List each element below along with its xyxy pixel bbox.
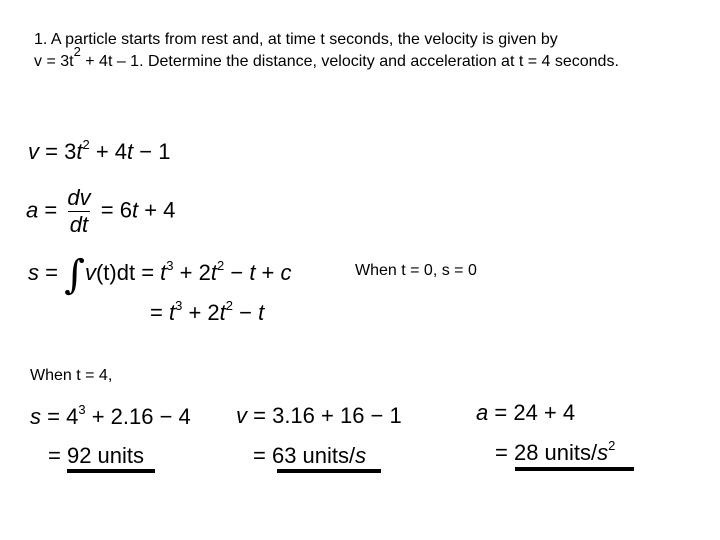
question-exponent: 2 [73,44,81,59]
velocity-answer-underline [277,469,381,473]
simplified-minus: − [239,300,259,325]
result-s-term2: + 2.16 − 4 [91,404,191,429]
acceleration-answer-value: = 28 units [495,440,592,465]
question-line-2 [34,44,619,72]
result-exp-3: 3 [166,258,174,273]
question-line-2-end: + 4t – 1. Determine the distance, velocity and acceleration at t = 4 seconds. [80,53,619,70]
acceleration-var-t: t [131,197,139,223]
result-displacement-answer: = 92 units [48,443,145,468]
when-t4-label: When t = 4, [30,367,113,384]
result-v-symbol: v [236,403,247,428]
result-a-symbol: a [476,400,489,425]
velocity-answer-unit: s [355,443,367,468]
simplified-exp-3: 3 [175,298,183,313]
result-s-symbol: s [30,404,41,429]
acceleration-coef: = 6 [100,197,132,223]
result-acceleration-answer [495,440,615,466]
displacement-equation [28,252,292,298]
acceleration-const: + 4 [144,197,176,223]
velocity-equation [28,139,170,165]
acceleration-answer-unit: s [597,440,609,465]
result-t-cubed: t [160,260,167,285]
integration-constant: c [280,260,292,285]
simplified-t-squared: t [219,300,226,325]
question-line-2-start: v = 3t [34,53,74,70]
result-minus: − [230,260,250,285]
result-acceleration-line1 [476,400,575,426]
velocity-var-t2: t [127,139,134,164]
simplified-t: t [258,300,265,325]
acceleration-equation [26,185,175,238]
displacement-answer-underline [67,469,155,473]
integral-result-equals: = [141,260,161,285]
simplified-equals: = [150,300,169,325]
acceleration-equals: = [44,197,58,223]
velocity-term-2: + 4 [95,139,128,164]
velocity-term-3: − 1 [139,139,171,164]
result-exp-2: 2 [216,258,225,273]
velocity-symbol: v [28,139,39,164]
simplified-t-cubed: t [168,300,176,325]
result-plus: + [255,260,281,285]
acceleration-answer-slash: / [591,440,598,465]
velocity-var-t: t [76,139,83,164]
velocity-answer-value: = 63 units [253,443,350,468]
displacement-equals: = [45,260,58,285]
fraction-denominator: dt [69,212,89,237]
initial-condition-note: When t = 0, s = 0 [355,262,477,279]
result-t: t [249,260,256,285]
displacement-simplified [150,300,264,326]
result-s-exp: 3 [78,402,86,417]
result-coef-2: + 2 [179,260,211,285]
question-line-1: 1. A particle starts from rest and, at time t seconds, the velocity is given by [34,31,558,48]
simplified-coef-2: + 2 [188,300,220,325]
integrand-rest: (t)dt [95,260,136,285]
velocity-coef: = 3 [45,139,77,164]
displacement-symbol: s [28,260,39,285]
result-velocity-line1 [236,403,402,429]
velocity-exp: 2 [82,137,90,152]
simplified-exp-2: 2 [225,298,234,313]
result-t-squared: t [210,260,217,285]
integrand-v: v [84,260,96,285]
derivative-fraction [67,185,90,238]
acceleration-symbol: a [26,197,39,223]
result-v-expression: = 3.16 + 16 − 1 [253,403,402,428]
integral-sign: ∫ [64,252,85,298]
result-velocity-answer [253,443,366,469]
result-a-expression: = 24 + 4 [494,400,576,425]
acceleration-answer-exp: 2 [608,438,616,453]
result-displacement-line1 [30,404,191,430]
velocity-answer-slash: / [349,443,356,468]
result-s-term1: = 4 [47,404,79,429]
fraction-numerator: dv [67,185,91,210]
acceleration-answer-underline [515,467,634,471]
